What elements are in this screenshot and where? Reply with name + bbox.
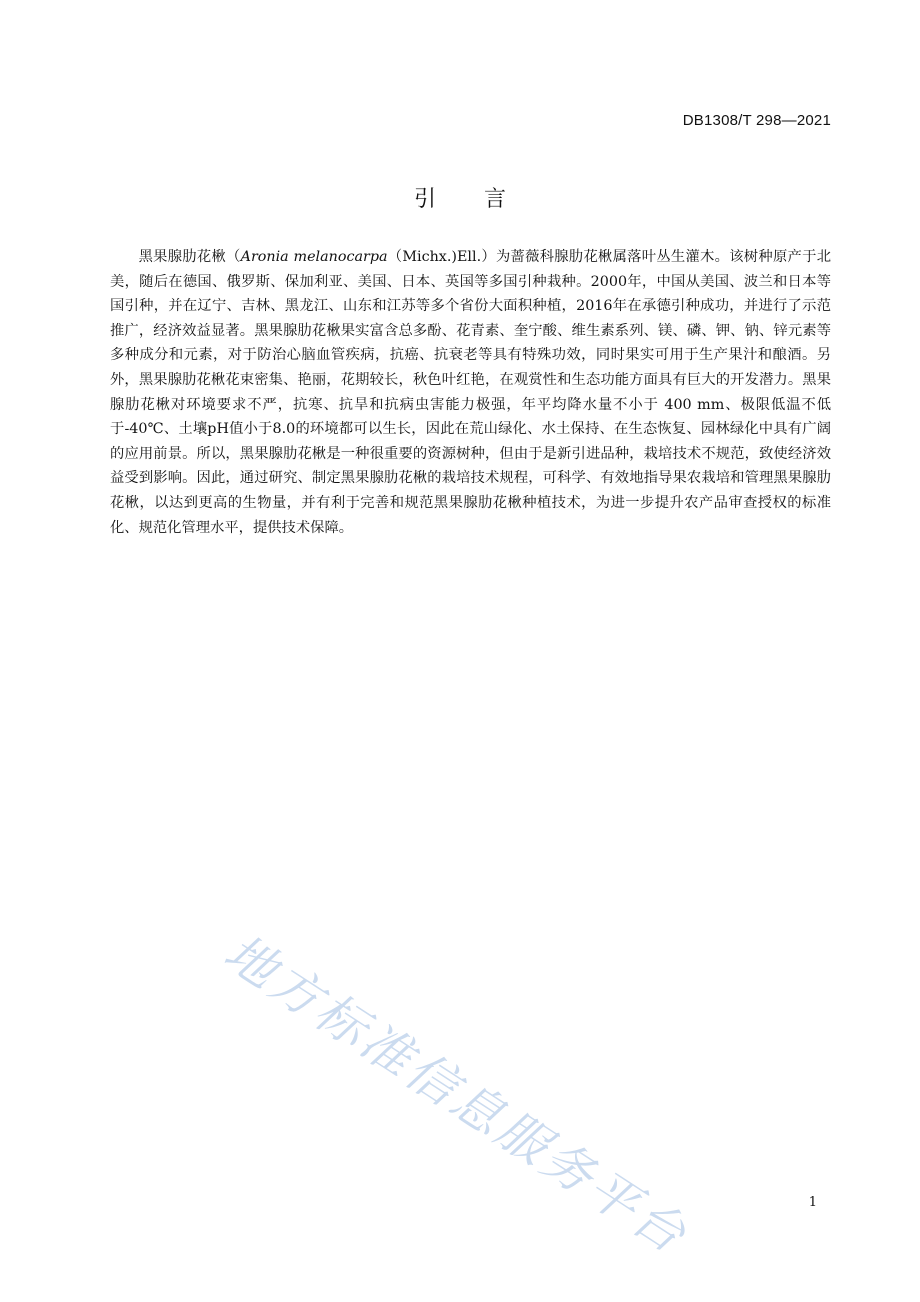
page-title: 引言: [413, 187, 554, 212]
intro-text-start: 黑果腺肋花楸（: [138, 249, 241, 265]
intro-text-rest: （Michx.)Ell.）为蔷薇科腺肋花楸属落叶丛生灌木。该树种原产于北美，随后在德国、俄罗斯、保加利亚、美国、日本、英国等多国引种栽种。2000年，中国从美国、波兰和日本等国引种，并在辽宁、吉林、黑龙江、山东和江苏等多个省份大面积种植，2016年在承德引种成功，并进行了示范推广，经济效益显著。黑果腺肋花楸果实富含总多酚、花青素、奎宁酸、维生素系列、镁、磷、钾、钠、锌元素等多种成分和元素，对于防治心脑血管疾病，抗癌、抗衰老等具有特殊功效，同时果实可用于生产果汁和酿酒。另外，黑果腺肋花楸花束密集、艳丽，花期较长，秋色叶红艳，在观赏性和生态功能方面具有巨大的开发潜力。黑果腺肋花楸对环境要求不严，抗寒、抗旱和抗病虫害能力极强，年平均降水量不小于 400 mm、极限低温不低于-40℃、土壤pH值小于8.0的环境都可以生长，因此在荒山绿化、水土保持、在生态恢复、园林绿化中具有广阔的应用前景。所以，黑果腺肋花楸是一种很重要的资源树种，但由于是新引进品种，栽培技术不规范，致使经济效益受到影响。因此，通过研究、制定黑果腺肋花楸的栽培技术规程，可科学、有效地指导果农栽培和管理黑果腺肋花楸，以达到更高的生物量，并有利于完善和规范黑果腺肋花楸种植技术，为进一步提升农产品审查授权的标准化、规范化管理水平，提供技术保障。: [110, 249, 831, 536]
introduction-paragraph: [110, 245, 831, 540]
scientific-name: Aronia melanocarpa: [240, 249, 388, 265]
document-number: DB1308/T 298—2021: [682, 112, 831, 129]
page-number: 1: [808, 1195, 817, 1210]
watermark: 地方标准信息服务平台: [214, 923, 699, 1266]
